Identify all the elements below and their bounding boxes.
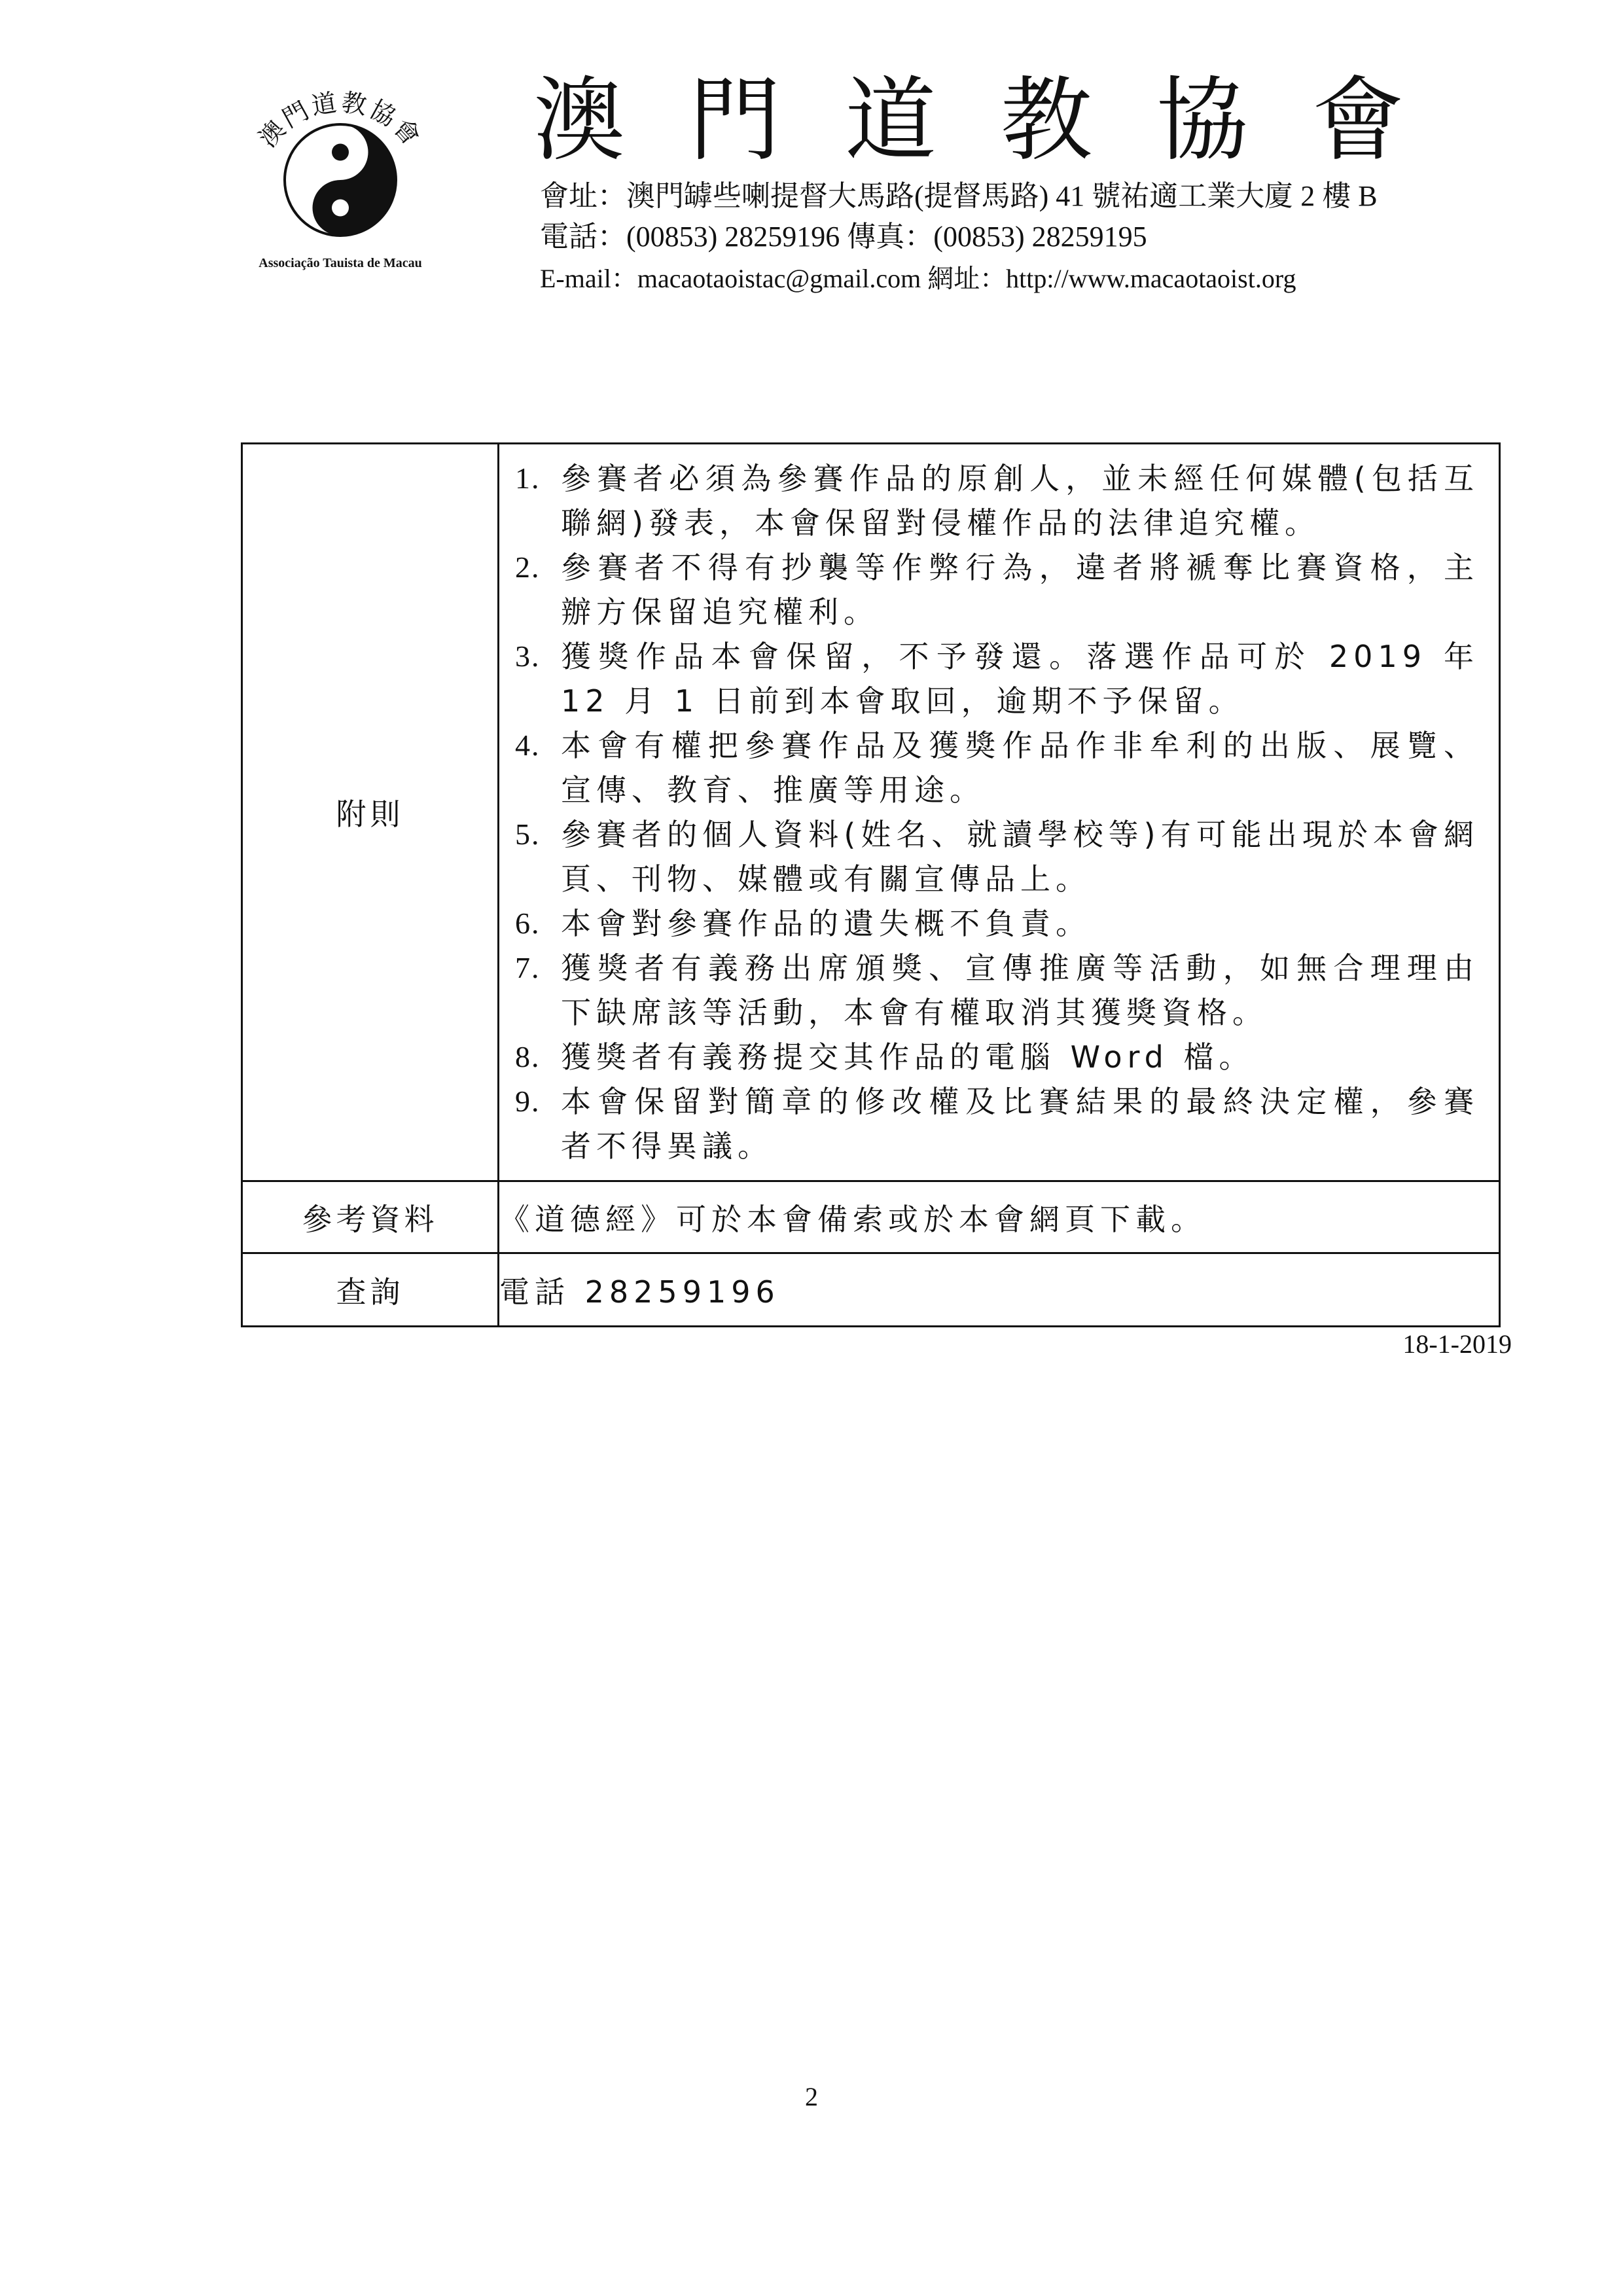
- reference-content: 《道德經》可於本會備索或於本會網頁下載。: [499, 1181, 1500, 1253]
- rule-number: 6.: [515, 906, 541, 940]
- rule-item: [515, 901, 1479, 946]
- inquiry-label: 查詢: [242, 1253, 499, 1327]
- page-number: 2: [805, 2082, 818, 2111]
- rule-text: 獲獎者有義務出席頒獎、宣傳推廣等活動，如無合理理由下缺席該等活動，本會有權取消其獲獎資格。: [561, 950, 1479, 1030]
- logo-arc-text: 澳門道教協會: [253, 87, 428, 153]
- rule-item: [515, 812, 1479, 901]
- rule-text: 獲獎者有義務提交其作品的電腦 Word 檔。: [561, 1039, 1255, 1075]
- rules-table: [241, 442, 1501, 1327]
- reference-label: 參考資料: [242, 1181, 499, 1253]
- rule-number: 3.: [515, 639, 541, 673]
- rule-item: [515, 634, 1479, 723]
- rules-content: [499, 444, 1500, 1181]
- rule-text: 獲獎作品本會保留，不予發還。落選作品可於 2019 年 12 月 1 日前到本會取回，逾期不予保留。: [561, 639, 1479, 719]
- yin-yang-logo-icon: [223, 59, 458, 275]
- document-date: 18-1-2019: [1402, 1329, 1512, 1359]
- rule-number: 7.: [515, 951, 541, 984]
- rule-item: [515, 456, 1479, 545]
- rule-number: 8.: [515, 1040, 541, 1073]
- rule-text: 參賽者不得有抄襲等作弊行為，違者將褫奪比賽資格，主辦方保留追究權利。: [561, 550, 1479, 630]
- rule-number: 1.: [515, 461, 541, 495]
- rule-text: 本會保留對簡章的修改權及比賽結果的最終決定權，參賽者不得異議。: [561, 1084, 1479, 1164]
- email-website-line: E-mail：macaotaoistac@gmail.com 網址：http://www.macaotaoist.org: [540, 264, 1296, 293]
- rule-item: [515, 1079, 1479, 1168]
- table-row-rules: [242, 444, 1500, 1181]
- rule-number: 5.: [515, 817, 541, 851]
- rule-item: [515, 723, 1479, 812]
- inquiry-content: 電話 28259196: [499, 1253, 1500, 1327]
- organization-name: 澳門道教協會: [533, 67, 1469, 174]
- rule-number: 2.: [515, 550, 541, 584]
- phone-fax-line: 電話：(00853) 28259196 傳真：(00853) 28259195: [540, 221, 1147, 253]
- rule-item: [515, 545, 1479, 634]
- rule-text: 參賽者的個人資料(姓名、就讀學校等)有可能出現於本會網頁、刊物、媒體或有關宣傳品上。: [561, 817, 1479, 897]
- organization-logo: [223, 59, 458, 275]
- rule-number: 4.: [515, 728, 541, 762]
- rule-text: 本會對參賽作品的遺失概不負責。: [561, 906, 1091, 941]
- rule-text: 本會有權把參賽作品及獲獎作品作非牟利的出版、展覽、宣傳、教育、推廣等用途。: [561, 728, 1479, 808]
- rule-text: 參賽者必須為參賽作品的原創人，並未經任何媒體(包括互聯網)發表，本會保留對侵權作品的法律追究權。: [561, 461, 1479, 541]
- rules-label: 附則: [242, 444, 499, 1181]
- table-row-inquiry: [242, 1253, 1500, 1327]
- rule-number: 9.: [515, 1085, 541, 1118]
- address-line: 會址：澳門罅些喇提督大馬路(提督馬路) 41 號祐適工業大廈 2 樓 B: [540, 180, 1378, 212]
- logo-caption: Associação Tauista de Macau: [259, 256, 422, 270]
- rule-item: [515, 1035, 1479, 1079]
- rule-item: [515, 946, 1479, 1035]
- table-row-reference: [242, 1181, 1500, 1253]
- rules-list: [499, 444, 1499, 1180]
